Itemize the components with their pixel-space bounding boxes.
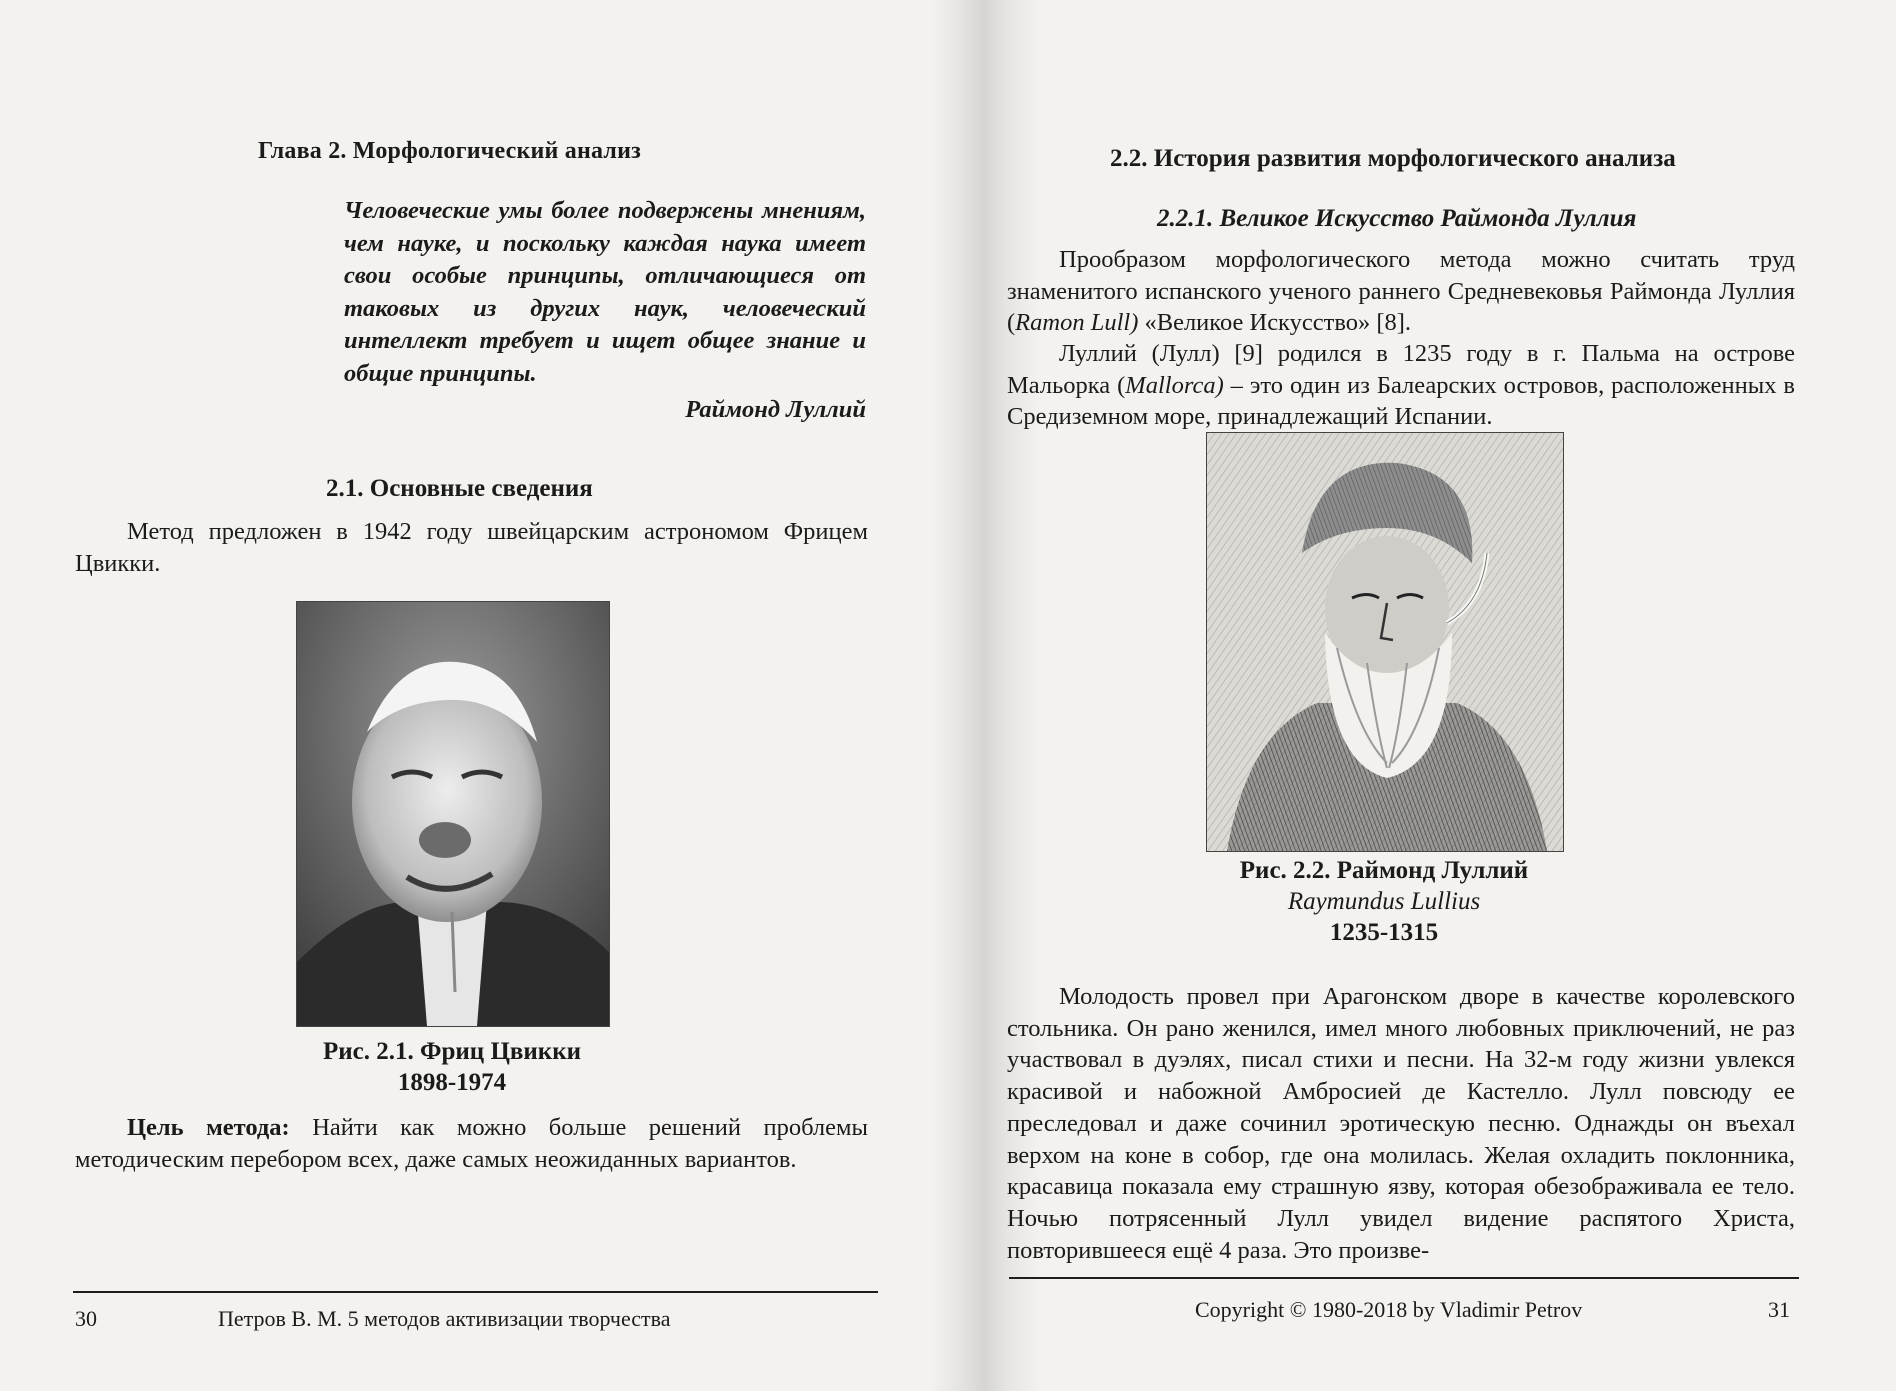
figure-2-2-latin: Raymundus Lullius bbox=[1287, 888, 1481, 915]
goal-label: Цель метода: bbox=[127, 1114, 290, 1141]
paragraph-1-latin: Ramon Lull) bbox=[1015, 309, 1139, 336]
paragraph-2-text-b: – это один из Балеарских островов, расположенных в Средиземном море, принадлежащий Испании. bbox=[1007, 371, 1795, 430]
intro-paragraph: Метод предложен в 1942 году швейцарским астрономом Фрицем Цвикки. bbox=[75, 518, 868, 577]
figure-2-2-caption bbox=[1166, 855, 1602, 948]
paragraph-1 bbox=[1007, 244, 1795, 339]
footer-rule-right bbox=[1009, 1277, 1799, 1279]
section-title-2-2: 2.2. История развития морфологического анализа bbox=[1110, 145, 1676, 172]
page-number-right: 31 bbox=[1768, 1297, 1790, 1322]
running-title: Петров В. М. 5 методов активизации творчества bbox=[218, 1306, 671, 1331]
subsection-title-2-2-1: 2.2.1. Великое Искусство Раймонда Луллия bbox=[1157, 205, 1637, 232]
right-page bbox=[985, 0, 1896, 1391]
paragraph-2 bbox=[1007, 338, 1795, 433]
epigraph-author: Раймонд Луллий bbox=[685, 396, 866, 423]
goal-text: Найти как можно больше решений проблемы методическим перебором всех, даже самых неожиданных вариантов. bbox=[75, 1114, 868, 1173]
section-title-2-1: 2.1. Основные сведения bbox=[326, 475, 593, 502]
page-number-left: 30 bbox=[75, 1306, 97, 1331]
figure-2-2-title: Рис. 2.2. Раймонд Луллий bbox=[1239, 857, 1529, 884]
copyright-notice: Copyright © 1980-2018 by Vladimir Petrov bbox=[1195, 1297, 1583, 1322]
figure-2-1-years: 1898-1974 bbox=[397, 1069, 507, 1096]
zwicky-portrait-image bbox=[297, 602, 609, 1026]
paragraph-1-text-b: «Великое Искусство» [8]. bbox=[1138, 309, 1412, 336]
paragraph-2-latin: Mallorca) bbox=[1125, 371, 1224, 399]
epigraph: Человеческие умы более подвержены мнениям, чем науке, и поскольку каждая наука имеет свои особые принципы, отличающиеся от таковых из других наук, человеческий интеллект требует и ищет общее знание и общие принципы. bbox=[344, 197, 866, 387]
chapter-title: Глава 2. Морфологический анализ bbox=[258, 138, 641, 164]
paragraph-2-text-a: Луллий (Лулл) [9] родился в 1235 году в г. Пальма на острове Мальорка ( bbox=[1007, 340, 1795, 399]
paragraph-3: Молодость провел при Арагонском дворе в качестве королевского стольника. Он рано женился, имел много любовных приключений, не раз участвовал в дуэлях, писал стихи и песни. На 32-м году жизни увлекся красивой и набожной Амбросией де Кастелло. Лулл повсюду ее преследовал и даже сочинил эротическую песню. Однажды он въехал верхом на коне в собор, где она молилась. Желая охладить поклонника, красавица показала ему страшную язву, которая обезображивала ее тело. Ночью потрясенный Лулл увидел видение распятого Христа, повторившееся ещё 4 раза. Это произве- bbox=[1007, 983, 1795, 1264]
figure-2-1-caption bbox=[296, 1036, 608, 1098]
lullius-portrait-image bbox=[1207, 433, 1563, 851]
paragraph-1-text-a: Прообразом морфологического метода можно считать труд знаменитого испанского ученого раннего Средневековья Раймонда Луллия ( bbox=[1007, 246, 1795, 336]
figure-2-1-title: Рис. 2.1. Фриц Цвикки bbox=[322, 1038, 582, 1065]
figure-2-2-years: 1235-1315 bbox=[1329, 919, 1439, 946]
zwicky-photo bbox=[296, 601, 610, 1027]
goal-paragraph bbox=[75, 1112, 868, 1175]
footer-rule-left bbox=[73, 1291, 878, 1293]
lullius-engraving bbox=[1206, 432, 1564, 852]
